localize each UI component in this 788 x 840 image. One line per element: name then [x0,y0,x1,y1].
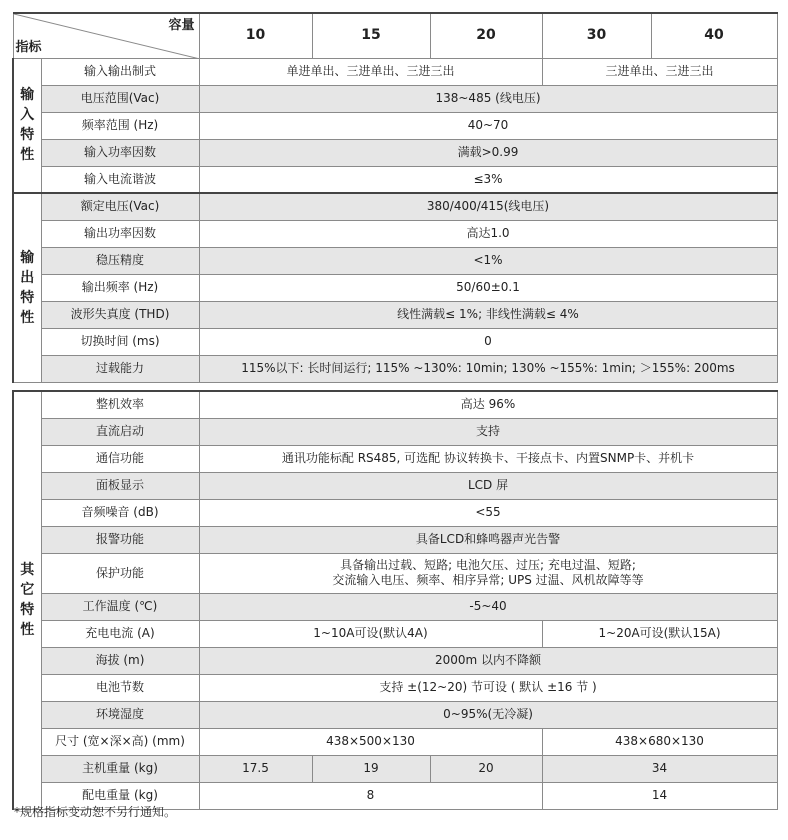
capacity-20: 20 [430,13,542,58]
row-label: 音频噪音 (dB) [41,499,199,526]
spec-table-other [12,390,778,810]
row-label: 稳压精度 [41,247,199,274]
row-value: <1% [199,247,777,274]
row-label: 直流启动 [41,418,199,445]
row-label: 切换时间 (ms) [41,328,199,355]
row-value: 高达1.0 [199,220,777,247]
row-value: 具备LCD和蜂鸣器声光告警 [199,526,777,553]
group-output: 输 出 特 性 [13,193,41,382]
table-row [13,593,777,620]
protection-line-2: 交流输入电压、频率、相序异常; UPS 过温、风机故障等等 [332,573,644,587]
row-label: 输出功率因数 [41,220,199,247]
table-row [13,58,777,85]
row-label: 输入输出制式 [41,58,199,85]
table-row [13,139,777,166]
row-label: 输入功率因数 [41,139,199,166]
table-row [13,728,777,755]
table-row [13,701,777,728]
row-label: 额定电压(Vac) [41,193,199,220]
table-row [13,220,777,247]
row-label: 报警功能 [41,526,199,553]
row-value: 8 [199,782,542,809]
row-value: 17.5 [199,755,312,782]
row-value [199,553,777,593]
header-corner-cell [13,13,199,58]
table-row [13,112,777,139]
row-value: 380/400/415(线电压) [199,193,777,220]
capacity-15: 15 [312,13,430,58]
row-value: 线性满载≤ 1%; 非线性满载≤ 4% [199,301,777,328]
group-input: 输 入 特 性 [13,58,41,193]
table-row [13,193,777,220]
table-row [13,445,777,472]
table-row [13,472,777,499]
row-label: 电压范围(Vac) [41,85,199,112]
row-value: 0~95%(无冷凝) [199,701,777,728]
row-value: 支持 ±(12~20) 节可设 ( 默认 ±16 节 ) [199,674,777,701]
protection-line-1: 具备输出过载、短路; 电池欠压、过压; 充电过温、短路; [340,558,636,572]
table-row [13,526,777,553]
row-value: 20 [430,755,542,782]
row-label: 面板显示 [41,472,199,499]
row-value: 通讯功能标配 RS485, 可选配 协议转换卡、干接点卡、内置SNMP卡、并机卡 [199,445,777,472]
table-row [13,301,777,328]
group-other: 其 它 特 性 [13,391,41,809]
table-row [13,355,777,382]
row-label: 尺寸 (宽×深×高) (mm) [41,728,199,755]
row-value: 438×680×130 [542,728,777,755]
row-label: 充电电流 (A) [41,620,199,647]
table-row [13,418,777,445]
table-row [13,499,777,526]
row-value: LCD 屏 [199,472,777,499]
row-value: 单进单出、三进单出、三进三出 [199,58,542,85]
row-value: 50/60±0.1 [199,274,777,301]
row-value: 1~10A可设(默认4A) [199,620,542,647]
spec-table-main [12,12,778,383]
row-label: 电池节数 [41,674,199,701]
row-value: ≤3% [199,166,777,193]
table-row [13,247,777,274]
row-value: 115%以下: 长时间运行; 115% ~130%: 10min; 130% ~155%: 1min; ＞155%: 200ms [199,355,777,382]
row-value: -5~40 [199,593,777,620]
table-row [13,328,777,355]
row-label: 工作温度 (℃) [41,593,199,620]
row-label: 过载能力 [41,355,199,382]
row-value: 138~485 (线电压) [199,85,777,112]
table-row [13,391,777,418]
row-label: 整机效率 [41,391,199,418]
row-label: 海拔 (m) [41,647,199,674]
row-value: 满载>0.99 [199,139,777,166]
row-value: 40~70 [199,112,777,139]
row-label: 通信功能 [41,445,199,472]
row-value: 14 [542,782,777,809]
table-row [13,755,777,782]
table-row [13,674,777,701]
row-value: 19 [312,755,430,782]
row-label: 主机重量 (kg) [41,755,199,782]
row-label: 输入电流谐波 [41,166,199,193]
row-label: 频率范围 (Hz) [41,112,199,139]
table-row [13,274,777,301]
row-label: 输出频率 (Hz) [41,274,199,301]
row-value: 34 [542,755,777,782]
row-label: 保护功能 [41,553,199,593]
capacity-label: 容量 [168,18,195,33]
table-row [13,553,777,593]
row-value: <55 [199,499,777,526]
row-value: 三进单出、三进三出 [542,58,777,85]
table-row [13,647,777,674]
row-value: 1~20A可设(默认15A) [542,620,777,647]
row-value: 2000m 以内不降额 [199,647,777,674]
capacity-40: 40 [651,13,777,58]
row-value: 支持 [199,418,777,445]
indicator-label: 指标 [15,39,42,55]
row-value: 0 [199,328,777,355]
capacity-10: 10 [199,13,312,58]
table-row [13,85,777,112]
table-row [13,166,777,193]
row-value: 438×500×130 [199,728,542,755]
row-label: 环境湿度 [41,701,199,728]
footnote: *规格指标变动恕不另行通知。 [14,805,177,819]
header-row [13,13,777,58]
row-label: 波形失真度 (THD) [41,301,199,328]
capacity-30: 30 [542,13,651,58]
table-row [13,620,777,647]
row-label: 配电重量 (kg) [41,782,199,809]
row-value: 高达 96% [199,391,777,418]
